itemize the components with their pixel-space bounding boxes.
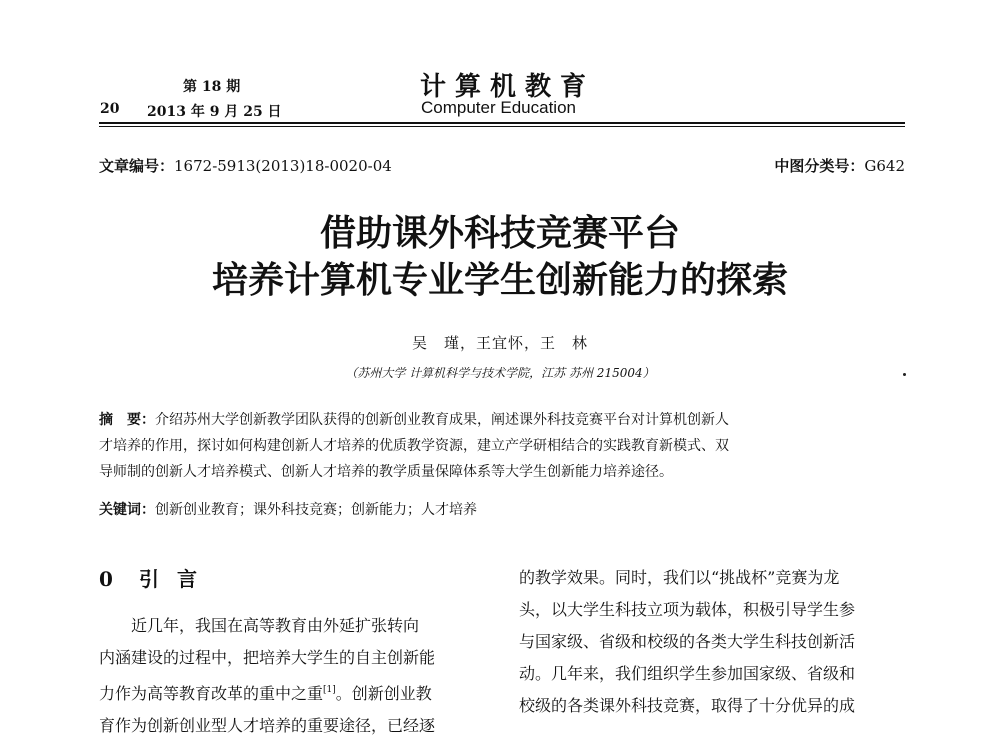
section-title: 引言 (139, 567, 215, 591)
issue-number: 第 18 期 (183, 79, 241, 95)
author-affiliation: （苏州大学 计算机科学与技术学院，江苏 苏州 215004） (345, 366, 655, 380)
page-number: 20 (100, 101, 120, 117)
body-line (99, 674, 435, 710)
body-line: 内涵建设的过程中，把培养大学生的自主创新能 (99, 648, 436, 667)
abstract-line (99, 407, 905, 433)
body-line: 头，以大学生科技立项为载体，积极引导学生参 (519, 600, 856, 619)
citation-ref: [1] (323, 685, 336, 695)
body-column-right (519, 562, 855, 722)
body-line: 的教学效果。同时，我们以“挑战杯”竞赛为龙 (519, 568, 840, 587)
abstract (99, 407, 905, 485)
body-line: 校级的各类课外科技竞赛，取得了十分优异的成 (519, 696, 856, 715)
article-number-label: 文章编号： (99, 157, 175, 175)
scan-speck (903, 373, 906, 376)
body-line: 与国家级、省级和校级的各类大学生科技创新活 (519, 632, 856, 651)
abstract-label: 摘 要： (99, 412, 155, 428)
journal-title-en: Computer Education (421, 98, 576, 117)
body-line: 近几年，我国在高等教育由外延扩张转向 (131, 616, 420, 635)
article-number-value: 1672-5913(2013)18-0020-04 (174, 157, 392, 175)
classification-label: 中图分类号： (774, 157, 865, 175)
section-number: 0 (99, 567, 113, 591)
body-text: 。创新创业教 (335, 684, 432, 703)
article-number (99, 155, 392, 176)
section-heading (99, 563, 215, 592)
header-rule-thin (99, 126, 905, 127)
keywords-label: 关键词： (99, 502, 155, 518)
classification-value: G642 (864, 157, 905, 175)
article-title-line-1: 借助课外科技竞赛平台 (319, 213, 680, 254)
author-list: 吴 瑾，王宜怀，王 林 (411, 334, 588, 352)
abstract-line: 导师制的创新人才培养模式、创新人才培养的教学质量保障体系等大学生创新能力培养途径。 (99, 464, 673, 480)
classification-number (774, 155, 905, 176)
keywords-text: 创新创业教育；课外科技竞赛；创新能力；人才培养 (155, 502, 477, 518)
header-rule (99, 122, 905, 124)
abstract-text: 介绍苏州大学创新教学团队获得的创新创业教育成果，阐述课外科技竞赛平台对计算机创新人 (155, 412, 729, 428)
publication-date: 2013 年 9 月 25 日 (147, 104, 282, 120)
journal-title-cn: 计算机教育 (420, 72, 596, 102)
body-text: 力作为高等教育改革的重中之重 (99, 684, 324, 703)
body-line: 动。几年来，我们组织学生参加国家级、省级和 (519, 664, 856, 683)
article-title-line-2: 培养计算机专业学生创新能力的探索 (211, 260, 788, 301)
body-line: 育作为创新创业型人才培养的重要途径，已经逐 (99, 716, 436, 735)
keywords (99, 499, 477, 519)
body-column-left (99, 610, 435, 742)
abstract-line: 才培养的作用，探讨如何构建创新人才培养的优质教学资源，建立产学研相结合的实践教育新模式、双 (99, 438, 729, 454)
